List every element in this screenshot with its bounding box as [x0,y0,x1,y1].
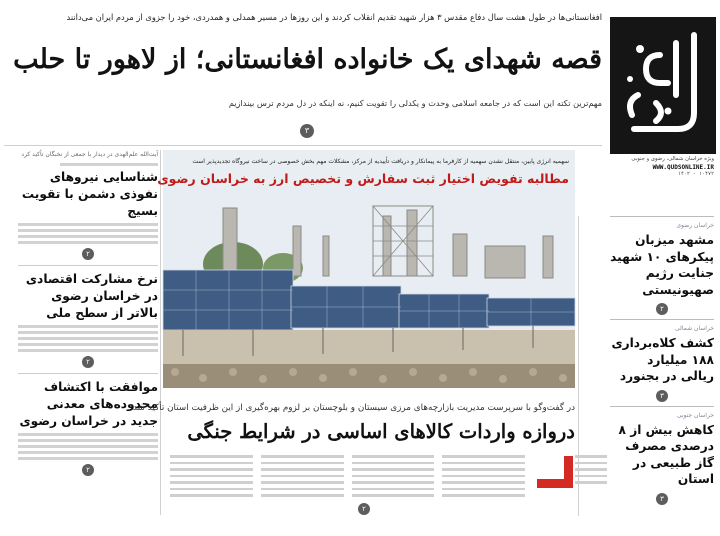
page-number-badge: ۲ [82,464,94,476]
lead-text-lines [575,455,607,488]
photo-caption: سهمیه انرژی پایین، منتقل نشدن سهمیه از کارفرما به پیمانکار و دریافت تأییدیه از مرکز، مشکلات مهم بخش خصوصی در ساخت نیروگاه تجدیدپذیر است [192,158,569,165]
news-headline[interactable]: نرخ مشارکت اقتصادی در خراسان رضوی بالاتر از سطح ملی [25,272,158,320]
page-number-badge: ۲ [82,356,94,368]
text-column [261,455,344,515]
top-kicker: افغانستانی‌ها در طول هشت سال دفاع مقدس ۳ هزار شهید تقدیم انقلاب کردند و این روزها در مسیر همدلی و همدردی، خود را جزوی از مردم ایران می‌دانند [66,12,602,22]
column-divider [160,150,161,515]
text-lines [18,163,158,166]
news-headline[interactable]: موافقت با اکتشاف محدوده‌های معدنی جدید در خراسان رضوی [19,380,158,428]
text-lines [18,325,158,352]
page-number-badge: ۲ [656,303,668,315]
main-subhead: مهم‌ترین تکته این است که در جامعه اسلامی وحدت و یکدلی را تقویت کنیم، نه اینکه در دل مردم ترس بیندازیم [228,98,602,108]
story-kicker: در گفت‌وگو با سرپرست مدیریت بازارچه‌های مرزی سیستان و بلوچستان بر لزوم بهره‌گیری از این ظرفیت استان تأکید شد [132,403,575,413]
left-news-item[interactable] [18,373,158,476]
news-headline[interactable]: کاهش بیش از ۸ درصدی مصرف گاز طبیعی در استان [618,422,714,486]
masthead-edition: ویژه خراسان شمالی، رضوی و جنوبی [631,156,714,162]
text-column [442,455,525,515]
news-pre-title: آیت‌الله علم‌الهدی در دیدار با جمعی از نخبگان تأکید کرد [21,151,158,158]
left-news-item[interactable] [18,150,158,260]
left-news-column [18,150,158,481]
masthead-info [610,156,714,179]
right-news-item[interactable] [610,216,714,315]
story-headline[interactable]: دروازه واردات کالاهای اساسی در شرایط جنگی [187,420,575,443]
photo-credit: عکس: آرشیو [331,521,343,536]
right-news-item[interactable] [610,319,714,402]
text-column [170,455,253,515]
page-number-badge: ۳ [656,390,668,402]
photo-headline[interactable]: مطالبه تفویض اختیار ثبت سفارش و تخصیص ارز به خراسان رضوی [157,171,569,186]
masthead-logo [610,17,716,154]
page-number-badge: ۳ [300,124,314,138]
page-number-badge: ۳ [656,493,668,505]
main-headline[interactable]: قصه شهدای یک خانواده افغانستانی؛ از لاهور تا حلب [13,44,602,75]
right-news-column [610,216,714,509]
page-number-badge: ۲ [358,503,370,515]
solar-plant-photo [163,186,575,388]
right-news-item[interactable] [610,406,714,505]
section-label: خراسان جنوبی [676,411,714,419]
section-label: خراسان رضوی [676,222,714,229]
news-headline[interactable]: کشف کلاه‌برداری ۱۸۸ میلیارد ریالی در بجنورد [611,336,714,383]
divider [4,145,602,146]
section-label: خراسان شمالی [674,325,714,332]
news-headline[interactable]: شناسایی نیروهای نفوذی دشمن با تقویت بسیج [21,170,158,218]
red-corner-mark-icon [537,456,573,488]
news-headline[interactable]: مشهد میزبان پیکرهای ۱۰ شهید جنایت رژیم صهیونیستی [610,233,714,297]
calligraphy-logo-icon [616,25,710,145]
left-news-item[interactable] [18,265,158,368]
story-body [170,455,525,515]
text-lines [18,433,158,460]
page-number-badge: ۲ [82,248,94,260]
website-link[interactable]: WWW.QUDSONLINE.IR [652,163,714,171]
text-lines [18,223,158,244]
issue-number: ۱۴۰۲ - ۱۰۴۷۲ [677,171,714,178]
